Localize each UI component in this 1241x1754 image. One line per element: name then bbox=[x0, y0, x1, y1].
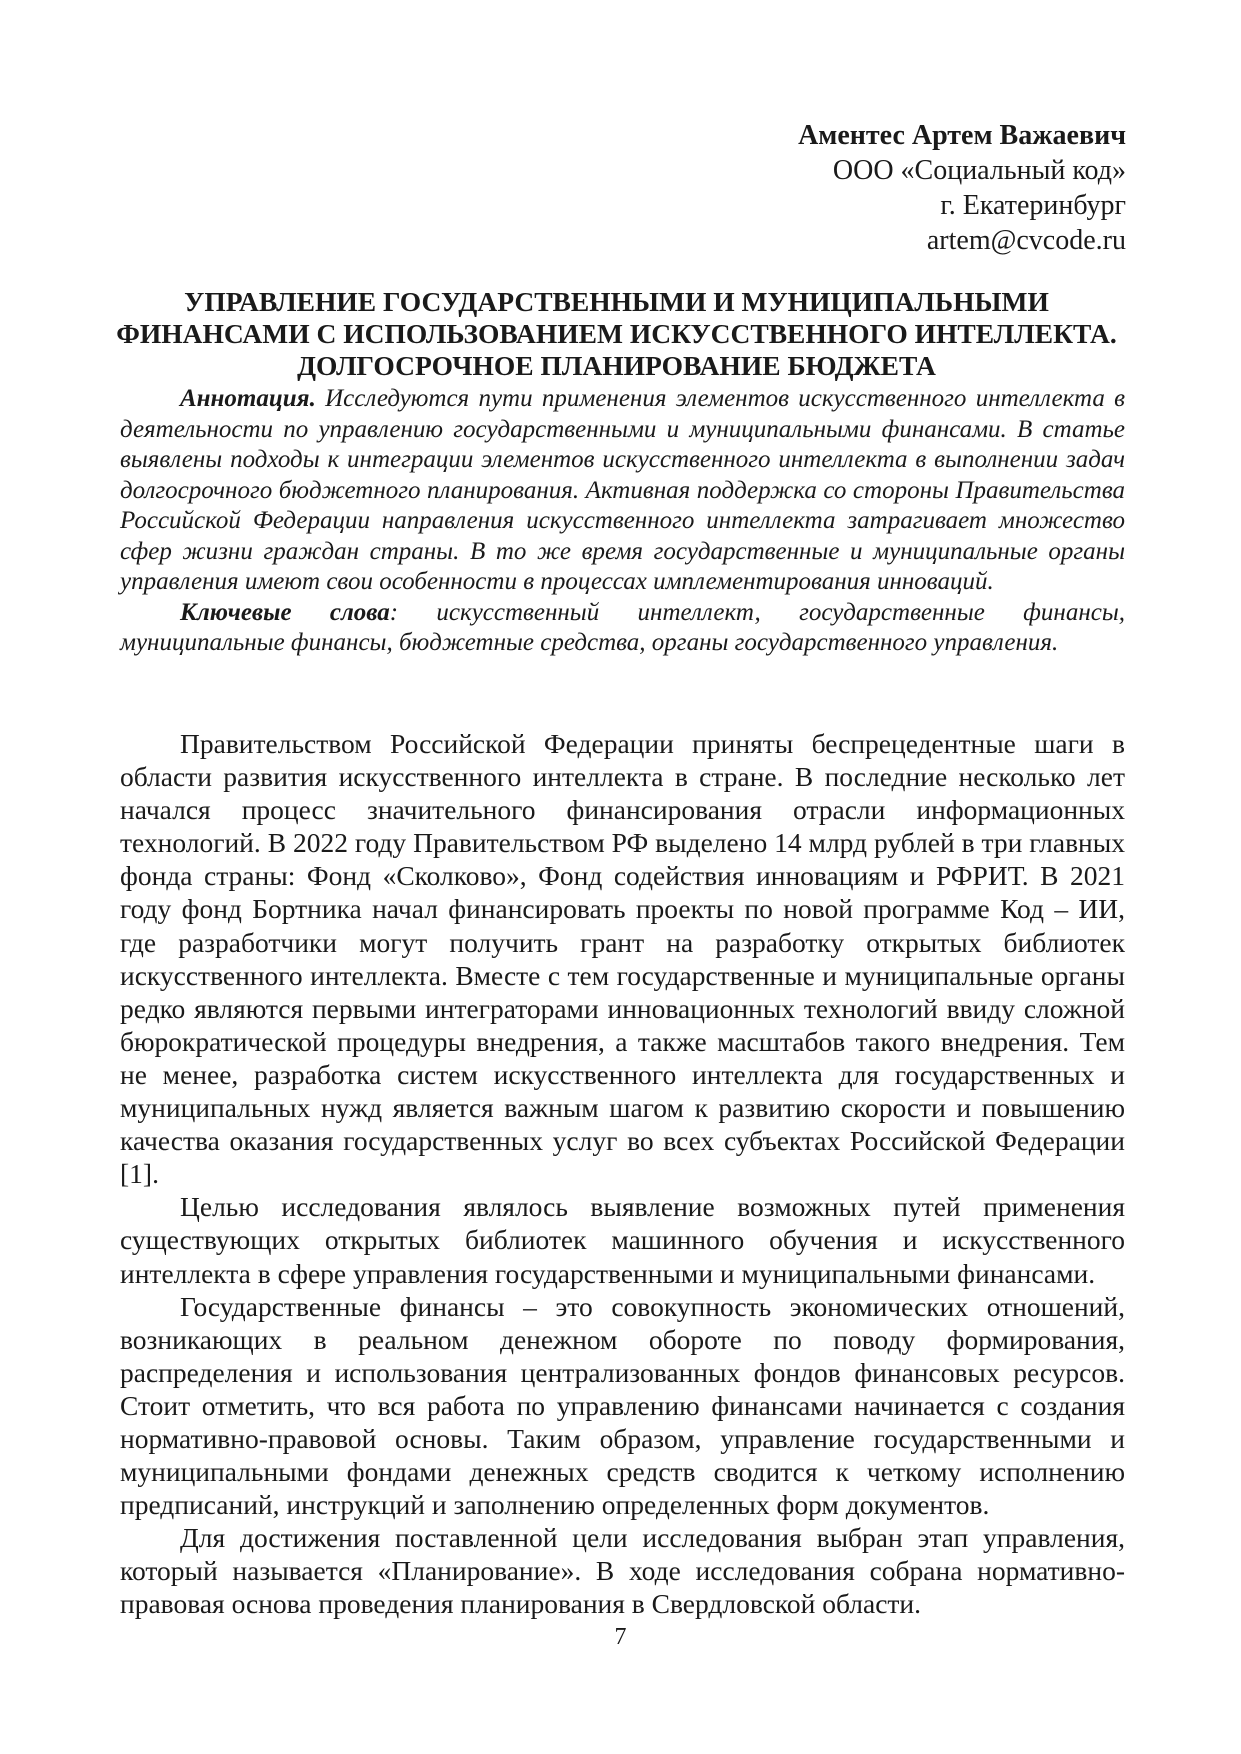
author-email[interactable]: artem@cvcode.ru bbox=[926, 225, 1126, 256]
article-body bbox=[120, 727, 1125, 1621]
abstract-label: Аннотация. bbox=[180, 385, 316, 412]
body-paragraph-1: Правительством Российской Федерации приняты беспрецедентные шаги в области развития искусственного интеллекта в стране. В последние несколько лет начался процесс значительного финансирования отрасли информационных технологий. В 2022 году Правительством РФ выделено 14 млрд рублей в три главных фонда страны: Фонд «Сколково», Фонд содействия инновациям и РФРИТ. В 2021 году фонд Бортника начал финансировать проекты по новой программе Код – ИИ, где разработчики могут получить грант на разработку открытых библиотек искусственного интеллекта. Вместе с тем государственные и муниципальные органы редко являются первыми интеграторами инновационных технологий ввиду сложной бюрократической процедуры внедрения, а также масштабов такого внедрения. Тем не менее, разработка систем искусственного интеллекта для государственных и муниципальных нужд является важным шагом к развитию скорости и повышению качества оказания государственных услуг во всех субъектах Российской Федерации [1]. bbox=[120, 728, 1125, 1190]
article-title bbox=[108, 286, 1125, 382]
author-block bbox=[798, 118, 1126, 258]
abstract-text: Исследуются пути применения элементов искусственного интеллекта в деятельности по управлению государственными и муниципальными финансами. В статье выявлены подходы к интеграции элементов искусственного интеллекта в выполнении задач долгосрочного бюджетного планирования. Активная поддержка со стороны Правительства Российской Федерации направления искусственного интеллекта затрагивает множество сфер жизни граждан страны. В то же время государственные и муниципальные органы управления имеют свои особенности в процессах имплементирования инноваций. bbox=[120, 385, 1125, 595]
keywords-label: Ключевые слова bbox=[180, 598, 390, 626]
abstract-paragraph bbox=[120, 384, 1125, 598]
keywords-paragraph bbox=[120, 598, 1125, 659]
title-line-1: УПРАВЛЕНИЕ ГОСУДАРСТВЕННЫМИ И МУНИЦИПАЛЬНЫМИ bbox=[184, 286, 1049, 317]
title-line-2: ФИНАНСАМИ С ИСПОЛЬЗОВАНИЕМ ИСКУССТВЕННОГО ИНТЕЛЛЕКТА. bbox=[116, 318, 1117, 349]
title-line-3: ДОЛГОСРОЧНОЕ ПЛАНИРОВАНИЕ БЮДЖЕТА bbox=[297, 350, 936, 381]
body-paragraph-2: Целью исследования являлось выявление возможных путей применения существующих открытых библиотек машинного обучения и искусственного интеллекта в сфере управления государственными и муниципальными финансами. bbox=[120, 1191, 1125, 1289]
body-paragraph-3: Государственные финансы – это совокупность экономических отношений, возникающих в реальном денежном обороте по поводу формирования, распределения и использования централизованных фондов финансовых ресурсов. Стоит отметить, что вся работа по управлению финансами начинается с создания нормативно-правовой основы. Таким образом, управление государственными и муниципальными фондами денежных средств сводится к четкому исполнению предписаний, инструкций и заполнению определенных форм документов. bbox=[120, 1290, 1125, 1521]
body-paragraph-4: Для достижения поставленной цели исследования выбран этап управления, который называется «Планирование». В ходе исследования собрана нормативно-правовая основа проведения планирования в Свердловской области. bbox=[120, 1522, 1125, 1620]
author-city: г. Екатеринбург bbox=[940, 190, 1126, 221]
author-name: Аментес Артем Важаевич bbox=[798, 120, 1126, 151]
keywords-text: : искусственный интеллект, государственные финансы, муниципальные финансы, бюджетные средства, органы государственного управления. bbox=[120, 598, 1126, 656]
author-organization: ООО «Социальный код» bbox=[832, 155, 1126, 186]
abstract-block bbox=[120, 384, 1125, 659]
page-number: 7 bbox=[614, 1624, 627, 1650]
